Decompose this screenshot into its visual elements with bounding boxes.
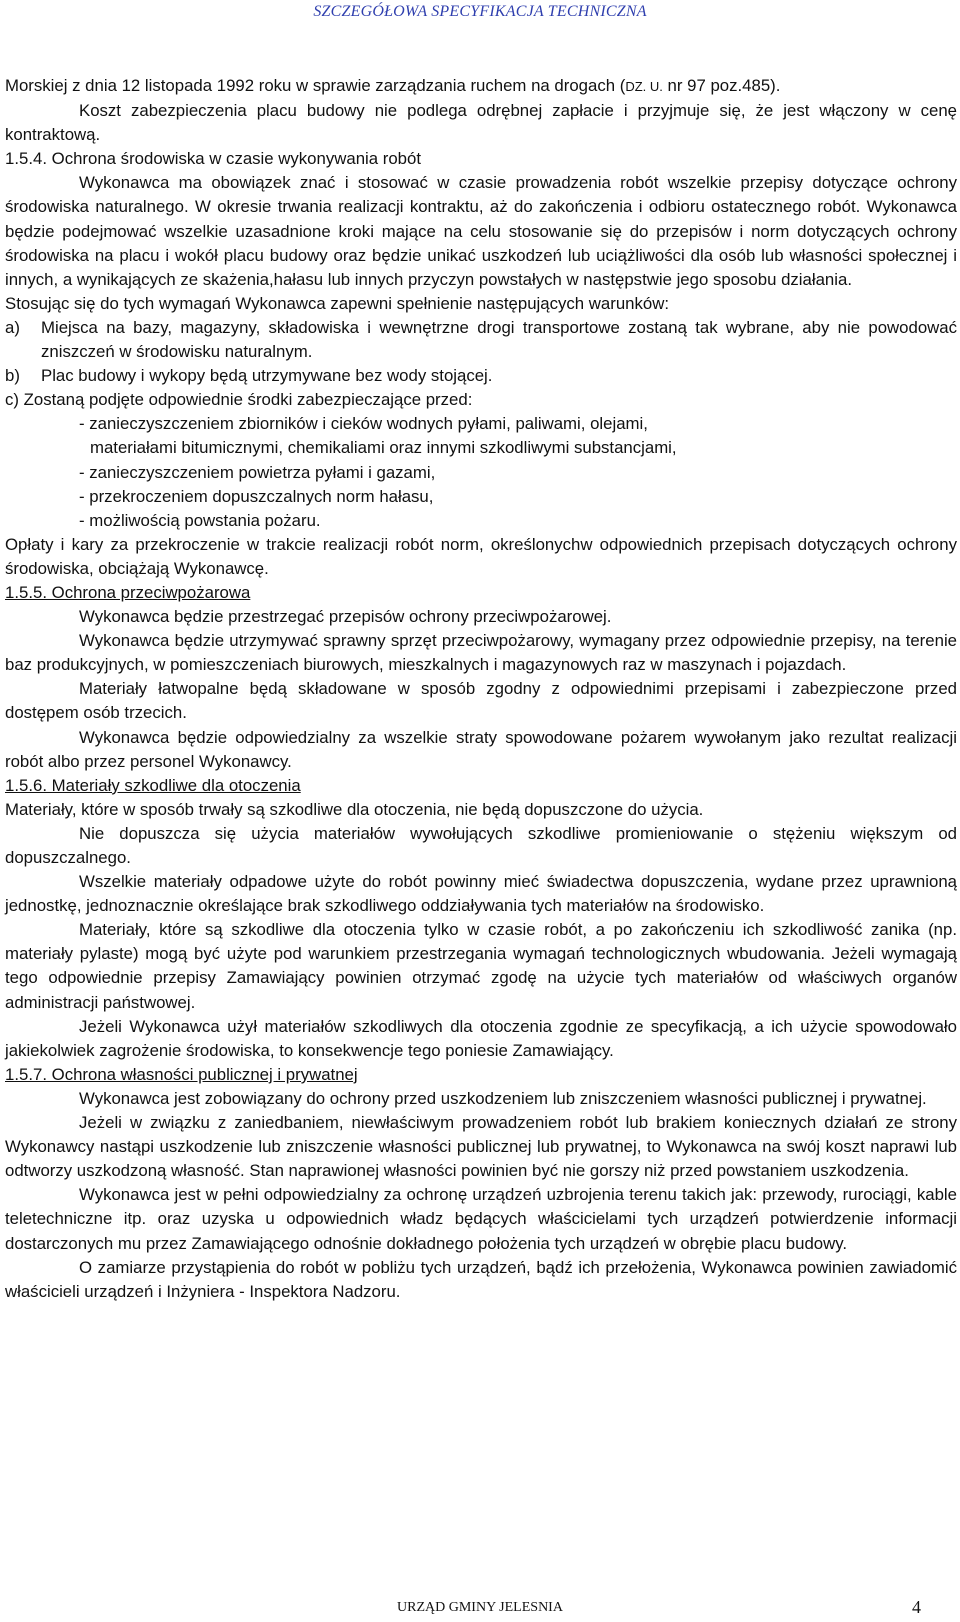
paragraph: Wykonawca ma obowiązek znać i stosować w czasie prowadzenia robót wszelkie przepisy dotyczące ochrony środowiska naturalnego. W okresie trwania realizacji kontraktu, aż do zakończenia i odbioru ostatecznego robót. Wykonawca będzie podejmować wszelkie uzasadnione kroki mające na celu stosowanie się do przepisów i norm dotyczących ochrony środowiska na placu i wokół placu budowy oraz będzie unikać uszkodzeń lub uciążliwości dla osób lub własności społecznej i innych, a wynikających ze skażenia,hałasu lub innych przyczyn powstałych w następstwie jego sposobu działania. <box>5 173 957 289</box>
dash-item: - zanieczyszczeniem powietrza pyłami i gazami, <box>79 462 436 482</box>
dash-item: - przekroczeniem dopuszczalnych norm hałasu, <box>79 486 434 506</box>
paragraph: Nie dopuszcza się użycia materiałów wywołujących szkodliwe promieniowanie o stężeniu większym od dopuszczalnego. <box>5 823 957 867</box>
list-item-a: a) Miejsca na bazy, magazyny, składowiska i wewnętrzne drogi transportowe zostaną tak wybrane, aby nie powodować zniszczeń w środowisku naturalnym. <box>5 317 957 362</box>
paragraph: Wykonawca jest zobowiązany do ochrony przed uszkodzeniem lub zniszczeniem własności publicznej i prywatnej. <box>79 1088 927 1108</box>
paragraph: Opłaty i kary za przekroczenie w trakcie realizacji robót norm, określonychw odpowiednich przepisach dotyczących ochrony środowiska, obciążają Wykonawcę. <box>5 534 957 578</box>
section-heading-1-5-7: 1.5.7. Ochrona własności publicznej i prywatnej <box>5 1064 358 1084</box>
dash-item-continuation: materiałami bitumicznymi, chemikaliami oraz innymi szkodliwymi substancjami, <box>90 438 677 458</box>
paragraph: Wszelkie materiały odpadowe użyte do robót powinny mieć świadectwa dopuszczenia, wydane przez uprawnioną jednostkę, jednoznacznie określające brak szkodliwego oddziaływania tych materiałów na środowisko. <box>5 872 957 916</box>
section-heading-1-5-6: 1.5.6. Materiały szkodliwe dla otoczenia <box>5 775 301 795</box>
abbreviation: DZ. U. <box>625 79 663 94</box>
dash-item: - zanieczyszczeniem zbiorników i cieków wodnych pyłami, paliwami, olejami, <box>79 414 648 434</box>
page-number: 4 <box>912 1597 921 1617</box>
page-header: SZCZEGÓŁOWA SPECYFIKACJA TECHNICZNA <box>313 3 647 20</box>
list-item-c: c) Zostaną podjęte odpowiednie środki zabezpieczające przed: <box>5 390 473 410</box>
paragraph: Materiały, które są szkodliwe dla otoczenia tylko w czasie robót, a po zakończeniu ich szkodliwość zanika (np. materiały pylaste) mogą być użyte pod warunkiem przestrzegania wymagań technologicznych wbudowania. Jeżeli wymagają tego odpowiednie przepisy Zamawiający powinien otrzymać zgodę na użycie tych materiałów od właściwych organów administracji państwowej. <box>5 920 957 1012</box>
paragraph: Koszt zabezpieczenia placu budowy nie podlega odrębnej zapłacie i przyjmuje się, że jest włączony w cenę kontraktową. <box>5 101 957 145</box>
paragraph: Stosując się do tych wymagań Wykonawca zapewni spełnienie następujących warunków: <box>5 293 669 313</box>
dash-item: - możliwością powstania pożaru. <box>79 510 321 530</box>
paragraph: Morskiej z dnia 12 listopada 1992 roku w sprawie zarządzania ruchem na drogach (DZ. U. nr 97 poz.485). <box>5 76 781 95</box>
list-item-b: b) Plac budowy i wykopy będą utrzymywane bez wody stojącej. <box>5 366 493 386</box>
paragraph: Wykonawca będzie odpowiedzialny za wszelkie straty spowodowane pożarem wywołanym jako rezultat realizacji robót albo przez personel Wykonawcy. <box>5 727 957 771</box>
paragraph: Wykonawca będzie przestrzegać przepisów ochrony przeciwpożarowej. <box>79 607 612 627</box>
paragraph: Jeżeli w związku z zaniedbaniem, niewłaściwym prowadzeniem robót lub brakiem koniecznych działań ze strony Wykonawcy nastąpi uszkodzenie lub zniszczenie własności publicznej lub prywatnej, to Wykonawca na swój koszt naprawi lub odtworzy uszkodzoną własność. Stan naprawionej własności powinien być nie gorszy niż przed powstaniem uszkodzenia. <box>5 1113 957 1181</box>
section-heading-1-5-5: 1.5.5. Ochrona przeciwpożarowa <box>5 582 251 602</box>
page-footer: URZĄD GMINY JELESNIA <box>397 1600 563 1615</box>
paragraph: Materiały łatwopalne będą składowane w sposób zgodny z odpowiednimi przepisami i zabezpieczone przed dostępem osób trzecich. <box>5 679 957 723</box>
paragraph: Jeżeli Wykonawca użył materiałów szkodliwych dla otoczenia zgodnie ze specyfikacją, a ich użycie spowodowało jakiekolwiek zagrożenie środowiska, to konsekwencje tego poniesie Zamawiający. <box>5 1016 957 1060</box>
paragraph: Wykonawca jest w pełni odpowiedzialny za ochronę urządzeń uzbrojenia terenu takich jak: przewody, rurociągi, kable teletechniczne itp. oraz uzyska u odpowiednich władz będących właścicielami tych urządzeń potwierdzenie informacji dostarczonych mu przez Zamawiającego odnośnie dokładnego położenia tych urządzeń w obrębie placu budowy. <box>5 1185 957 1253</box>
document-body <box>5 74 957 1304</box>
section-heading-1-5-4: 1.5.4. Ochrona środowiska w czasie wykonywania robót <box>5 149 421 169</box>
paragraph: O zamiarze przystąpienia do robót w pobliżu tych urządzeń, bądź ich przełożenia, Wykonawca powinien zawiadomić właścicieli urządzeń i Inżyniera - Inspektora Nadzoru. <box>5 1257 957 1301</box>
paragraph: Materiały, które w sposób trwały są szkodliwe dla otoczenia, nie będą dopuszczone do użycia. <box>5 799 704 819</box>
paragraph: Wykonawca będzie utrzymywać sprawny sprzęt przeciwpożarowy, wymagany przez odpowiednie przepisy, na terenie baz produkcyjnych, w pomieszczeniach biurowych, mieszkalnych i magazynowych raz w maszynach i pojazdach. <box>5 631 957 675</box>
